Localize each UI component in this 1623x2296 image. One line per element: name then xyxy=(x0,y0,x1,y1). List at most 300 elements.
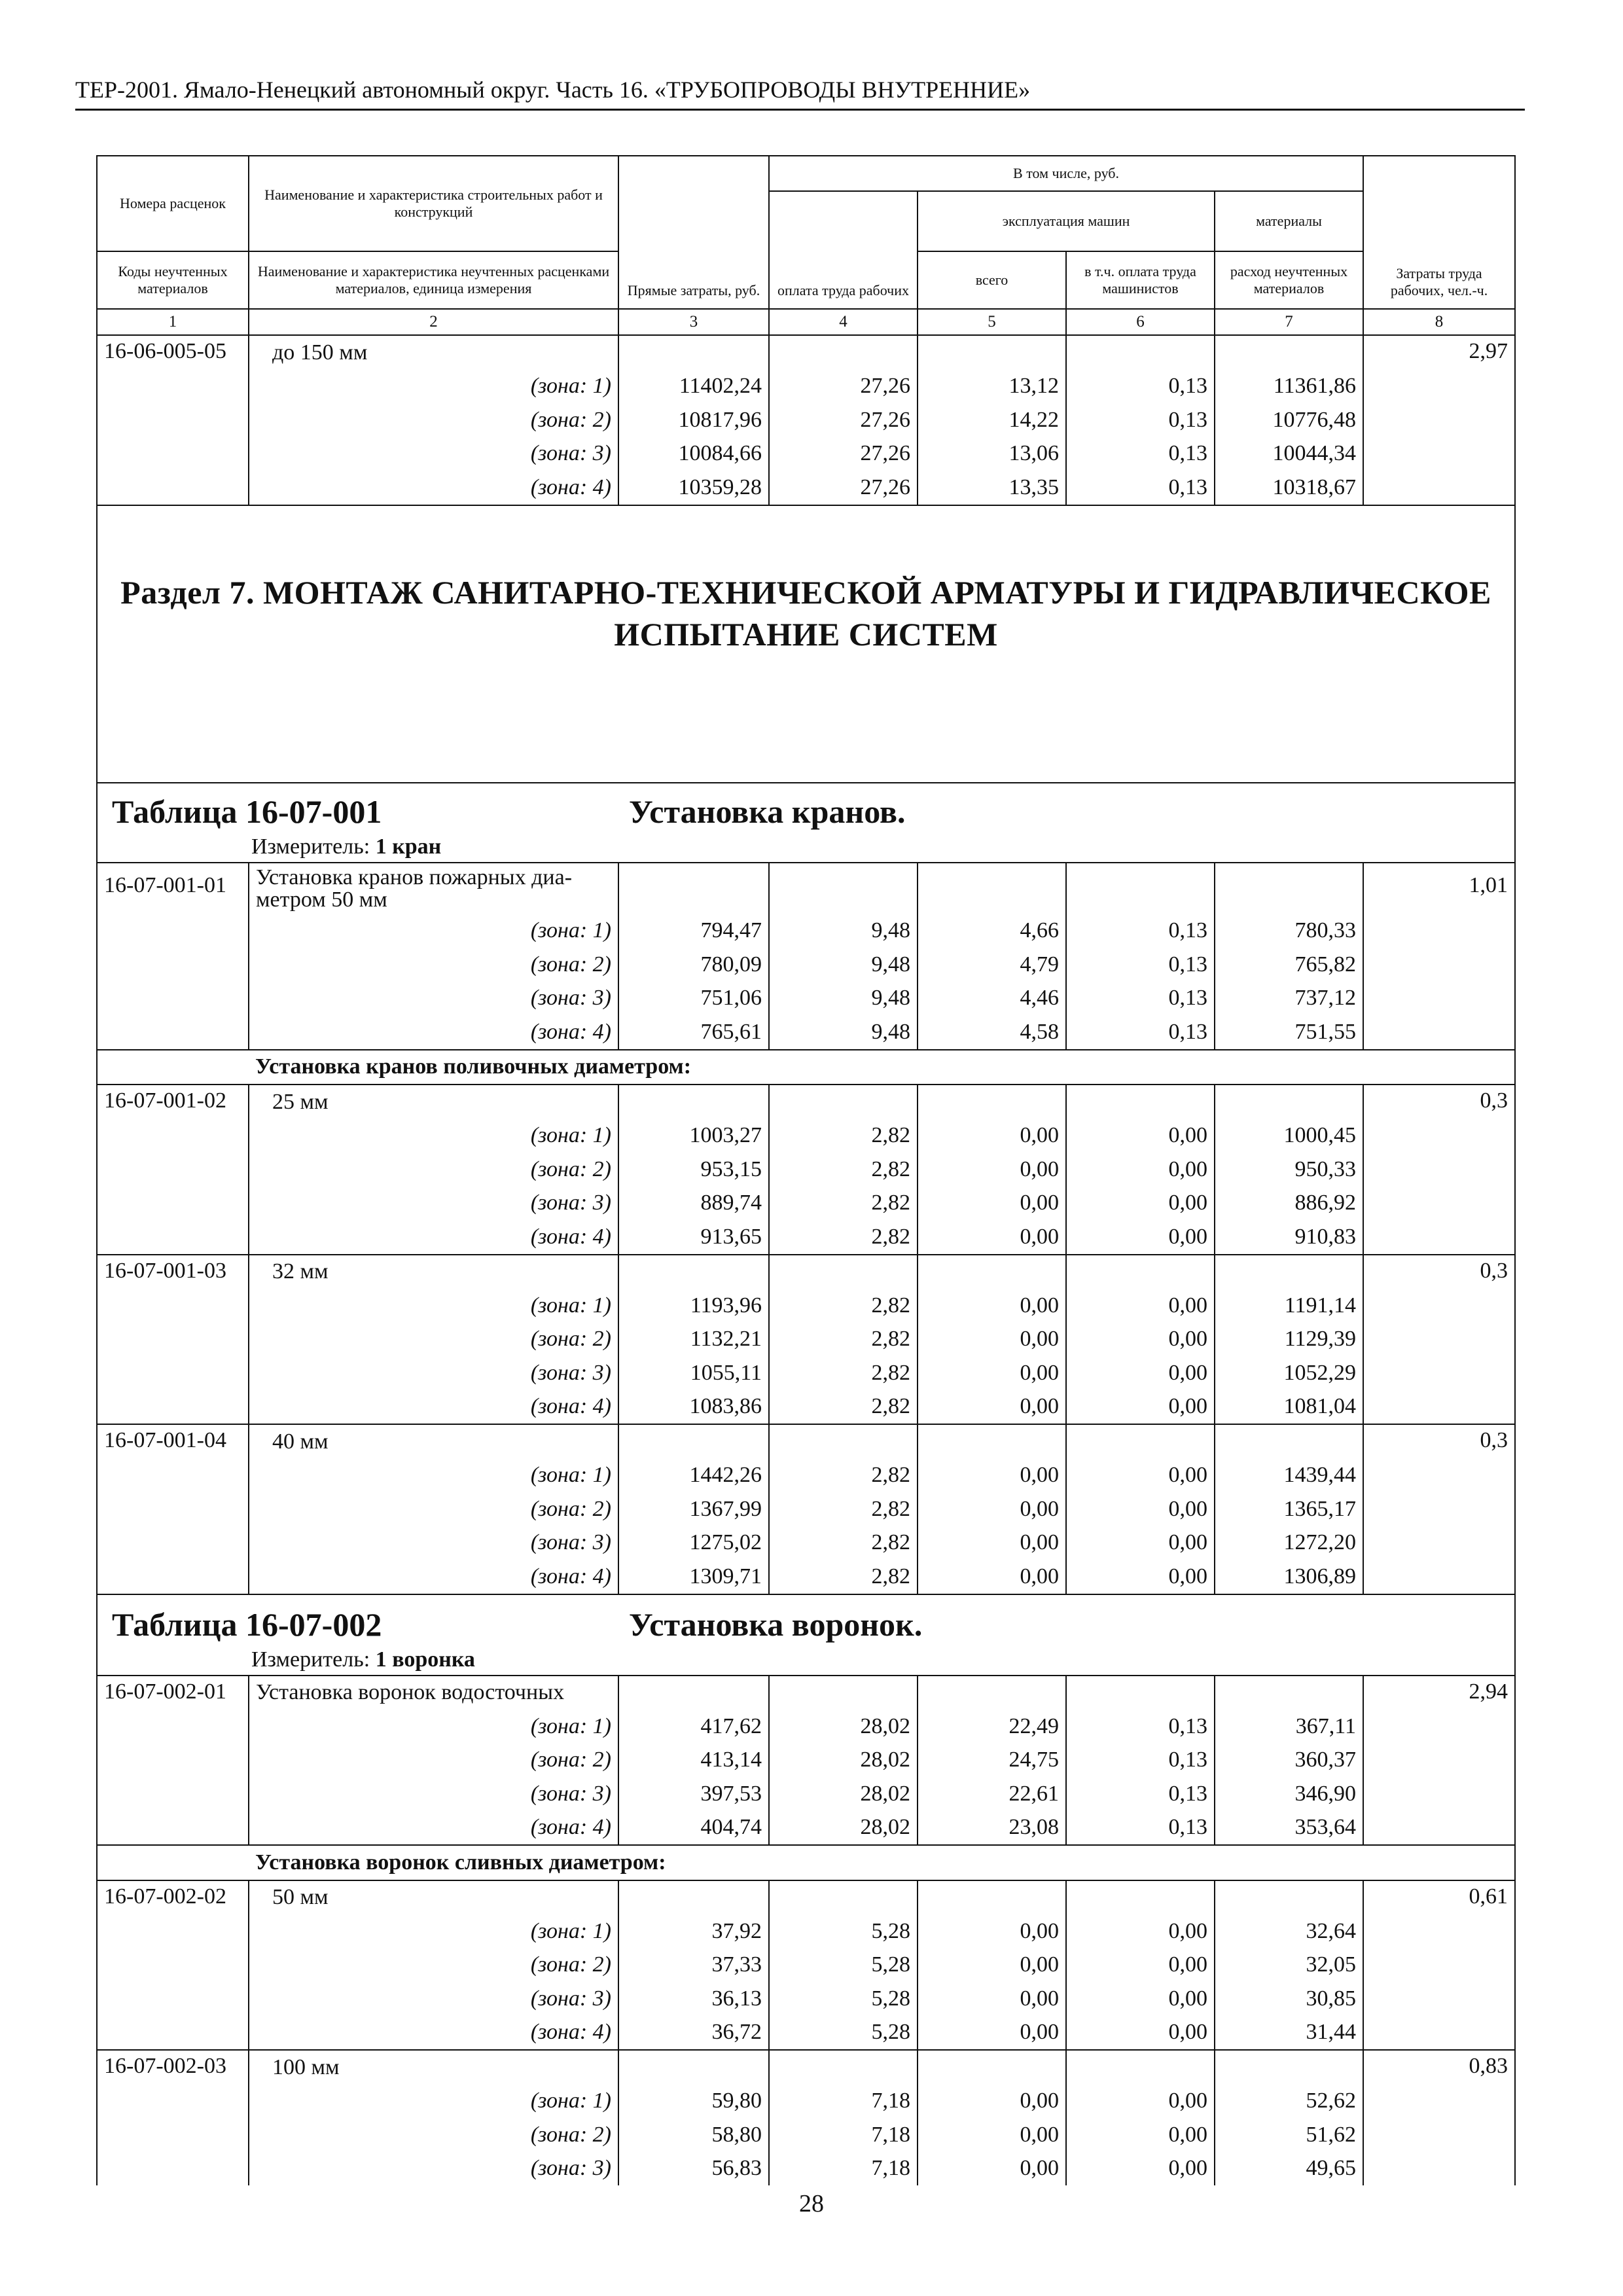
table-row xyxy=(97,948,1515,982)
materials-cost: 751,55 xyxy=(1215,1015,1363,1050)
table-row xyxy=(97,1390,1515,1425)
direct-cost: 1083,86 xyxy=(618,1390,769,1425)
operator-pay: 0,00 xyxy=(1066,1560,1215,1594)
table-row xyxy=(97,1220,1515,1255)
worker-pay: 2,82 xyxy=(769,1289,918,1323)
col-total: всего xyxy=(918,251,1066,309)
zone-label: (зона: 2) xyxy=(249,2118,618,2152)
zone-label: (зона: 3) xyxy=(249,1777,618,1811)
machine-cost: 4,79 xyxy=(918,948,1066,982)
zone-label: (зона: 4) xyxy=(249,1220,618,1255)
worker-pay: 27,26 xyxy=(769,471,918,505)
materials-cost: 30,85 xyxy=(1215,1982,1363,2016)
zone-label: (зона: 4) xyxy=(249,1811,618,1846)
table-row xyxy=(97,982,1515,1016)
col-number: 3 xyxy=(618,309,769,335)
worker-pay: 9,48 xyxy=(769,914,918,948)
machine-cost: 24,75 xyxy=(918,1744,1066,1778)
direct-cost: 1309,71 xyxy=(618,1560,769,1594)
operator-pay: 0,00 xyxy=(1066,1119,1215,1153)
direct-cost: 10084,66 xyxy=(618,437,769,471)
meter xyxy=(97,1645,1515,1676)
direct-cost: 780,09 xyxy=(618,948,769,982)
machine-cost: 22,61 xyxy=(918,1777,1066,1811)
labor-value: 2,97 xyxy=(1363,335,1515,505)
worker-pay: 9,48 xyxy=(769,1015,918,1050)
zone-label: (зона: 2) xyxy=(249,403,618,437)
direct-cost: 58,80 xyxy=(618,2118,769,2152)
page-number: 28 xyxy=(799,2190,824,2217)
col-incl-operator-pay: в т.ч. оплата труда машинистов xyxy=(1066,251,1215,309)
worker-pay: 28,02 xyxy=(769,1811,918,1846)
zone-label: (зона: 2) xyxy=(249,1948,618,1982)
operator-pay: 0,13 xyxy=(1066,1811,1215,1846)
materials-cost: 346,90 xyxy=(1215,1777,1363,1811)
table-row xyxy=(97,1744,1515,1778)
zone-label: (зона: 3) xyxy=(249,2152,618,2186)
table-row xyxy=(97,1255,1515,1289)
meter-row xyxy=(97,1645,1515,1676)
table-row xyxy=(97,1289,1515,1323)
operator-pay: 0,00 xyxy=(1066,1323,1215,1357)
materials-cost: 1129,39 xyxy=(1215,1323,1363,1357)
table-row xyxy=(97,1560,1515,1594)
direct-cost: 1132,21 xyxy=(618,1323,769,1357)
machine-cost: 23,08 xyxy=(918,1811,1066,1846)
materials-cost: 10044,34 xyxy=(1215,437,1363,471)
materials-cost: 1306,89 xyxy=(1215,1560,1363,1594)
operator-pay: 0,13 xyxy=(1066,437,1215,471)
table-row xyxy=(97,2016,1515,2051)
operator-pay: 0,13 xyxy=(1066,403,1215,437)
table-row xyxy=(97,914,1515,948)
rate-name-line: метром 50 мм xyxy=(256,887,387,912)
worker-pay: 28,02 xyxy=(769,1777,918,1811)
labor-value: 0,3 xyxy=(1363,1424,1515,1594)
zone-label: (зона: 1) xyxy=(249,1459,618,1493)
worker-pay: 2,82 xyxy=(769,1356,918,1390)
rate-name: Установка воронок водосточных xyxy=(249,1676,618,1710)
machine-cost: 14,22 xyxy=(918,403,1066,437)
direct-cost: 1003,27 xyxy=(618,1119,769,1153)
machine-cost: 0,00 xyxy=(918,1560,1066,1594)
materials-cost: 780,33 xyxy=(1215,914,1363,948)
machine-cost: 0,00 xyxy=(918,1914,1066,1948)
machine-cost: 0,00 xyxy=(918,1153,1066,1187)
table-row xyxy=(97,1676,1515,1710)
worker-pay: 7,18 xyxy=(769,2152,918,2186)
col-worker-pay: оплата труда рабочих xyxy=(769,191,918,309)
machine-cost: 0,00 xyxy=(918,1459,1066,1493)
machine-cost: 0,00 xyxy=(918,2118,1066,2152)
rate-name: 25 мм xyxy=(249,1085,618,1119)
col-unaccounted-materials: расход неучтенных материалов xyxy=(1215,251,1363,309)
machine-cost: 0,00 xyxy=(918,1492,1066,1526)
col-work-name: Наименование и характеристика строительных работ и конструкций xyxy=(249,156,618,251)
materials-cost: 737,12 xyxy=(1215,982,1363,1016)
direct-cost: 794,47 xyxy=(618,914,769,948)
operator-pay: 0,13 xyxy=(1066,914,1215,948)
worker-pay: 2,82 xyxy=(769,1119,918,1153)
col-number: 2 xyxy=(249,309,618,335)
subheading: Установка воронок сливных диаметром: xyxy=(249,1845,1515,1880)
col-number: 5 xyxy=(918,309,1066,335)
zone-label: (зона: 4) xyxy=(249,1015,618,1050)
table-row xyxy=(97,1424,1515,1459)
meter-label: Измеритель: xyxy=(251,834,370,859)
operator-pay: 0,13 xyxy=(1066,1710,1215,1744)
table-row xyxy=(97,1187,1515,1221)
subheading-row xyxy=(97,1050,1515,1085)
zone-label: (зона: 4) xyxy=(249,1390,618,1425)
table-row xyxy=(97,1982,1515,2016)
materials-cost: 49,65 xyxy=(1215,2152,1363,2186)
materials-cost: 31,44 xyxy=(1215,2016,1363,2051)
zone-label: (зона: 2) xyxy=(249,1323,618,1357)
materials-cost: 1439,44 xyxy=(1215,1459,1363,1493)
operator-pay: 0,00 xyxy=(1066,1526,1215,1560)
worker-pay: 7,18 xyxy=(769,2118,918,2152)
zone-label: (зона: 1) xyxy=(249,914,618,948)
labor-value: 0,61 xyxy=(1363,1880,1515,2051)
operator-pay: 0,00 xyxy=(1066,1153,1215,1187)
operator-pay: 0,00 xyxy=(1066,1220,1215,1255)
direct-cost: 1275,02 xyxy=(618,1526,769,1560)
worker-pay: 2,82 xyxy=(769,1323,918,1357)
labor-value: 0,3 xyxy=(1363,1085,1515,1255)
direct-cost: 889,74 xyxy=(618,1187,769,1221)
meter-label: Измеритель: xyxy=(251,1647,370,1672)
materials-cost: 353,64 xyxy=(1215,1811,1363,1846)
worker-pay: 27,26 xyxy=(769,403,918,437)
machine-cost: 4,46 xyxy=(918,982,1066,1016)
operator-pay: 0,00 xyxy=(1066,1356,1215,1390)
table-row xyxy=(97,1914,1515,1948)
direct-cost: 37,92 xyxy=(618,1914,769,1948)
zone-label: (зона: 2) xyxy=(249,1153,618,1187)
direct-cost: 913,65 xyxy=(618,1220,769,1255)
materials-cost: 1365,17 xyxy=(1215,1492,1363,1526)
table-row xyxy=(97,1526,1515,1560)
table-row xyxy=(97,2152,1515,2186)
machine-cost: 4,58 xyxy=(918,1015,1066,1050)
table-row xyxy=(97,1085,1515,1119)
worker-pay: 28,02 xyxy=(769,1710,918,1744)
section-heading xyxy=(97,505,1515,783)
subheading-row xyxy=(97,1845,1515,1880)
materials-cost: 1272,20 xyxy=(1215,1526,1363,1560)
zone-label: (зона: 3) xyxy=(249,982,618,1016)
labor-value: 0,3 xyxy=(1363,1255,1515,1425)
rate-code: 16-07-001-02 xyxy=(97,1085,249,1255)
table-header xyxy=(97,156,1515,335)
section-title-line1: Раздел 7. МОНТАЖ САНИТАРНО-ТЕХНИЧЕСКОЙ АРМАТУРЫ И ГИДРАВЛИЧЕСКОЕ xyxy=(120,573,1491,611)
direct-cost: 10817,96 xyxy=(618,403,769,437)
machine-cost: 0,00 xyxy=(918,1187,1066,1221)
col-number: 4 xyxy=(769,309,918,335)
table-row xyxy=(97,370,1515,404)
worker-pay: 2,82 xyxy=(769,1526,918,1560)
direct-cost: 1055,11 xyxy=(618,1356,769,1390)
table-caption xyxy=(97,783,1515,832)
operator-pay: 0,00 xyxy=(1066,1187,1215,1221)
table-row xyxy=(97,403,1515,437)
worker-pay: 27,26 xyxy=(769,370,918,404)
table-row xyxy=(97,863,1515,914)
materials-cost: 765,82 xyxy=(1215,948,1363,982)
machine-cost: 0,00 xyxy=(918,1323,1066,1357)
table-row xyxy=(97,1015,1515,1050)
direct-cost: 36,13 xyxy=(618,1982,769,2016)
zone-label: (зона: 4) xyxy=(249,2016,618,2051)
worker-pay: 2,82 xyxy=(769,1153,918,1187)
direct-cost: 953,15 xyxy=(618,1153,769,1187)
worker-pay: 2,82 xyxy=(769,1187,918,1221)
materials-cost: 950,33 xyxy=(1215,1153,1363,1187)
operator-pay: 0,00 xyxy=(1066,2016,1215,2051)
rate-code: 16-07-001-01 xyxy=(97,863,249,1050)
materials-cost: 1000,45 xyxy=(1215,1119,1363,1153)
labor-value: 2,94 xyxy=(1363,1676,1515,1846)
table-row xyxy=(97,1777,1515,1811)
col-number: 1 xyxy=(97,309,249,335)
materials-cost: 32,05 xyxy=(1215,1948,1363,1982)
col-labor-costs: Затраты труда рабочих, чел.-ч. xyxy=(1363,156,1515,309)
zone-label: (зона: 3) xyxy=(249,1187,618,1221)
rate-code: 16-07-002-01 xyxy=(97,1676,249,1846)
rate-code: 16-07-001-03 xyxy=(97,1255,249,1425)
table-row xyxy=(97,1153,1515,1187)
materials-cost: 1052,29 xyxy=(1215,1356,1363,1390)
page-header: ТЕР-2001. Ямало-Ненецкий автономный округ. Часть 16. «ТРУБОПРОВОДЫ ВНУТРЕННИЕ» xyxy=(75,73,1525,111)
col-material-names: Наименование и характеристика неучтенных расценками материалов, единица измерения xyxy=(249,251,618,309)
worker-pay: 28,02 xyxy=(769,1744,918,1778)
operator-pay: 0,00 xyxy=(1066,1390,1215,1425)
machine-cost: 13,12 xyxy=(918,370,1066,404)
rate-code: 16-07-002-03 xyxy=(97,2050,249,2185)
worker-pay: 5,28 xyxy=(769,2016,918,2051)
machine-cost: 0,00 xyxy=(918,1356,1066,1390)
worker-pay: 27,26 xyxy=(769,437,918,471)
machine-cost: 4,66 xyxy=(918,914,1066,948)
table-caption xyxy=(97,1594,1515,1645)
worker-pay: 2,82 xyxy=(769,1492,918,1526)
direct-cost: 1367,99 xyxy=(618,1492,769,1526)
direct-cost: 413,14 xyxy=(618,1744,769,1778)
operator-pay: 0,13 xyxy=(1066,1015,1215,1050)
materials-cost: 11361,86 xyxy=(1215,370,1363,404)
zone-label: (зона: 1) xyxy=(249,1710,618,1744)
machine-cost: 13,35 xyxy=(918,471,1066,505)
machine-cost: 0,00 xyxy=(918,1982,1066,2016)
machine-cost: 0,00 xyxy=(918,1119,1066,1153)
col-in-total: В том числе, руб. xyxy=(769,156,1363,191)
zone-label: (зона: 2) xyxy=(249,1492,618,1526)
table-row xyxy=(97,1459,1515,1493)
worker-pay: 9,48 xyxy=(769,982,918,1016)
table-number: Таблица 16-07-001 xyxy=(112,793,382,830)
machine-cost: 0,00 xyxy=(918,2085,1066,2119)
materials-cost: 10776,48 xyxy=(1215,403,1363,437)
materials-cost: 886,92 xyxy=(1215,1187,1363,1221)
zone-label: (зона: 3) xyxy=(249,1356,618,1390)
machine-cost: 0,00 xyxy=(918,1390,1066,1425)
machine-cost: 0,00 xyxy=(918,1289,1066,1323)
table-row xyxy=(97,437,1515,471)
rate-name: 32 мм xyxy=(249,1255,618,1289)
col-direct-costs: Прямые затраты, руб. xyxy=(618,156,769,309)
direct-cost: 404,74 xyxy=(618,1811,769,1846)
column-numbers-row xyxy=(97,309,1515,335)
operator-pay: 0,00 xyxy=(1066,2085,1215,2119)
operator-pay: 0,00 xyxy=(1066,1914,1215,1948)
direct-cost: 765,61 xyxy=(618,1015,769,1050)
machine-cost: 13,06 xyxy=(918,437,1066,471)
zone-label: (зона: 1) xyxy=(249,1914,618,1948)
table-number: Таблица 16-07-002 xyxy=(112,1605,382,1643)
price-table xyxy=(96,155,1516,2185)
worker-pay: 5,28 xyxy=(769,1914,918,1948)
materials-cost: 910,83 xyxy=(1215,1220,1363,1255)
table-row xyxy=(97,1492,1515,1526)
rate-code: 16-07-001-04 xyxy=(97,1424,249,1594)
zone-label: (зона: 4) xyxy=(249,1560,618,1594)
table-caption-row xyxy=(97,1594,1515,1645)
col-number: 7 xyxy=(1215,309,1363,335)
worker-pay: 2,82 xyxy=(769,1220,918,1255)
worker-pay: 2,82 xyxy=(769,1560,918,1594)
meter-row xyxy=(97,832,1515,863)
machine-cost: 22,49 xyxy=(918,1710,1066,1744)
zone-label: (зона: 3) xyxy=(249,437,618,471)
labor-value: 0,83 xyxy=(1363,2050,1515,2185)
meter-value: 1 воронка xyxy=(375,1647,475,1672)
operator-pay: 0,13 xyxy=(1066,948,1215,982)
operator-pay: 0,13 xyxy=(1066,982,1215,1016)
table-row xyxy=(97,1356,1515,1390)
direct-cost: 56,83 xyxy=(618,2152,769,2186)
operator-pay: 0,00 xyxy=(1066,2118,1215,2152)
table-caption-row xyxy=(97,783,1515,832)
table-row xyxy=(97,1323,1515,1357)
materials-cost: 51,62 xyxy=(1215,2118,1363,2152)
zone-label: (зона: 3) xyxy=(249,1526,618,1560)
table-row xyxy=(97,1948,1515,1982)
direct-cost: 751,06 xyxy=(618,982,769,1016)
rate-name: 40 мм xyxy=(249,1424,618,1459)
materials-cost: 360,37 xyxy=(1215,1744,1363,1778)
direct-cost: 36,72 xyxy=(618,2016,769,2051)
operator-pay: 0,00 xyxy=(1066,1982,1215,2016)
direct-cost: 37,33 xyxy=(618,1948,769,1982)
meter-value: 1 кран xyxy=(375,834,442,859)
machine-cost: 0,00 xyxy=(918,1526,1066,1560)
worker-pay: 5,28 xyxy=(769,1982,918,2016)
section-row xyxy=(97,505,1515,783)
operator-pay: 0,00 xyxy=(1066,1948,1215,1982)
materials-cost: 32,64 xyxy=(1215,1914,1363,1948)
table-row xyxy=(97,2050,1515,2085)
zone-label: (зона: 2) xyxy=(249,1744,618,1778)
direct-cost: 417,62 xyxy=(618,1710,769,1744)
zone-label: (зона: 1) xyxy=(249,1289,618,1323)
table-row xyxy=(97,1811,1515,1846)
rate-code: 16-07-002-02 xyxy=(97,1880,249,2051)
operator-pay: 0,00 xyxy=(1066,1459,1215,1493)
operator-pay: 0,13 xyxy=(1066,1744,1215,1778)
zone-label: (зона: 1) xyxy=(249,2085,618,2119)
col-number: 6 xyxy=(1066,309,1215,335)
direct-cost: 1442,26 xyxy=(618,1459,769,1493)
table-title: Установка воронок. xyxy=(629,1605,923,1643)
col-number: 8 xyxy=(1363,309,1515,335)
zone-label: (зона: 3) xyxy=(249,1982,618,2016)
worker-pay: 9,48 xyxy=(769,948,918,982)
operator-pay: 0,13 xyxy=(1066,471,1215,505)
direct-cost: 59,80 xyxy=(618,2085,769,2119)
labor-value: 1,01 xyxy=(1363,863,1515,1050)
table-title: Установка кранов. xyxy=(629,793,906,830)
operator-pay: 0,00 xyxy=(1066,1492,1215,1526)
worker-pay: 2,82 xyxy=(769,1390,918,1425)
direct-cost: 397,53 xyxy=(618,1777,769,1811)
machine-cost: 0,00 xyxy=(918,1948,1066,1982)
materials-cost: 367,11 xyxy=(1215,1710,1363,1744)
table-row xyxy=(97,2085,1515,2119)
operator-pay: 0,13 xyxy=(1066,370,1215,404)
direct-cost: 1193,96 xyxy=(618,1289,769,1323)
worker-pay: 7,18 xyxy=(769,2085,918,2119)
table-row xyxy=(97,1119,1515,1153)
table-row xyxy=(97,1710,1515,1744)
operator-pay: 0,00 xyxy=(1066,1289,1215,1323)
zone-label: (зона: 1) xyxy=(249,1119,618,1153)
operator-pay: 0,13 xyxy=(1066,1777,1215,1811)
subheading: Установка кранов поливочных диаметром: xyxy=(249,1050,1515,1085)
meter xyxy=(97,832,1515,863)
rate-name: 100 мм xyxy=(249,2050,618,2085)
zone-label: (зона: 1) xyxy=(249,370,618,404)
col-machine-operation: эксплуатация машин xyxy=(918,191,1215,251)
direct-cost: 11402,24 xyxy=(618,370,769,404)
worker-pay: 5,28 xyxy=(769,1948,918,1982)
zone-label: (зона: 4) xyxy=(249,471,618,505)
col-material-codes: Коды неучтенных материалов xyxy=(97,251,249,309)
table-row xyxy=(97,335,1515,370)
machine-cost: 0,00 xyxy=(918,2016,1066,2051)
rate-name xyxy=(249,863,618,914)
direct-cost: 10359,28 xyxy=(618,471,769,505)
materials-cost: 52,62 xyxy=(1215,2085,1363,2119)
materials-cost: 10318,67 xyxy=(1215,471,1363,505)
table-row xyxy=(97,2118,1515,2152)
operator-pay: 0,00 xyxy=(1066,2152,1215,2186)
section-title-line2: ИСПЫТАНИЕ СИСТЕМ xyxy=(614,615,998,653)
materials-cost: 1081,04 xyxy=(1215,1390,1363,1425)
col-materials: материалы xyxy=(1215,191,1363,251)
materials-cost: 1191,14 xyxy=(1215,1289,1363,1323)
worker-pay: 2,82 xyxy=(769,1459,918,1493)
rate-code: 16-06-005-05 xyxy=(97,335,249,505)
rate-name: 50 мм xyxy=(249,1880,618,1915)
zone-label: (зона: 2) xyxy=(249,948,618,982)
table-row xyxy=(97,1880,1515,1915)
machine-cost: 0,00 xyxy=(918,1220,1066,1255)
rate-name-line: Установка кранов пожарных диа- xyxy=(256,865,573,889)
table-row xyxy=(97,471,1515,505)
rate-name: до 150 мм xyxy=(249,335,618,370)
col-rate-numbers: Номера расценок xyxy=(97,156,249,251)
